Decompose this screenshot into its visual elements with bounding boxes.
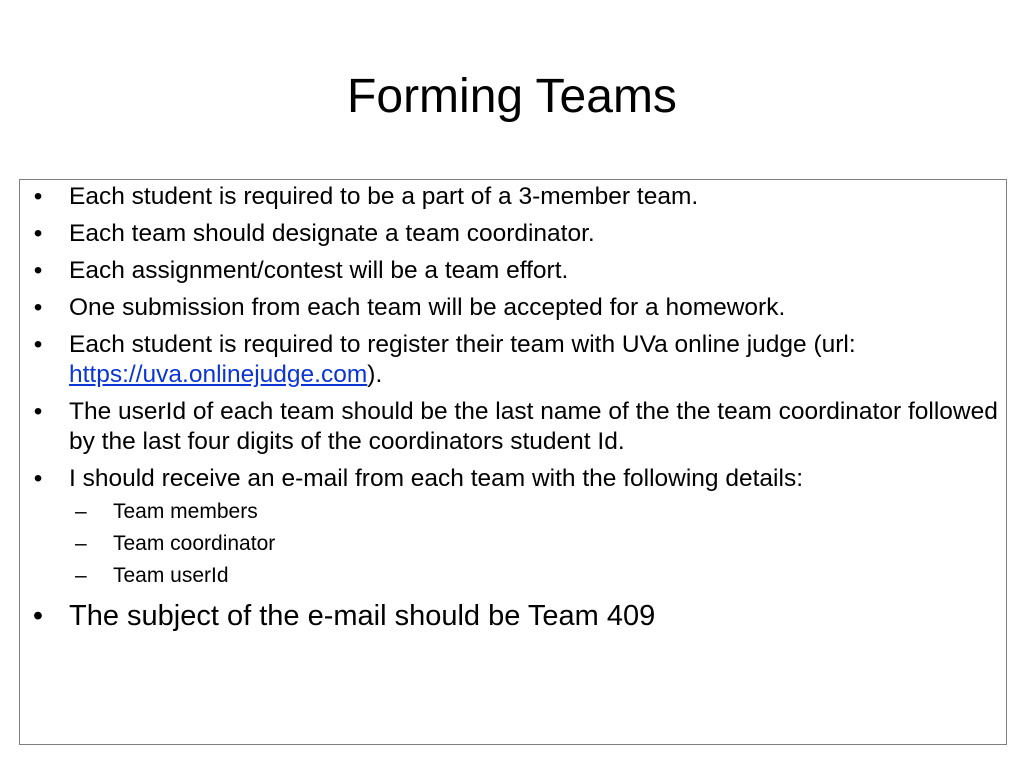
bullet-item <box>20 397 1006 457</box>
bullet-text: One submission from each team will be accepted for a homework. <box>69 294 786 321</box>
bullet-item <box>20 293 1006 323</box>
sub-bullet-item <box>69 529 1000 558</box>
content-placeholder <box>19 179 1007 745</box>
bullet-text: Each team should designate a team coordinator. <box>69 220 595 247</box>
sub-bullet-text: Team coordinator <box>113 532 276 555</box>
bullet-text-after: ). <box>367 361 383 388</box>
bullet-icon: • <box>33 331 43 358</box>
bullet-icon: • <box>33 398 43 425</box>
bullet-item <box>20 597 1006 635</box>
bullet-text: I should receive an e-mail from each team with the following details: <box>69 465 803 492</box>
uva-judge-link[interactable]: https://uva.onlinejudge.com <box>69 361 368 388</box>
bullet-item <box>20 219 1006 249</box>
bullet-icon: • <box>33 257 43 284</box>
sub-bullet-list <box>69 497 1000 590</box>
slide-title: Forming Teams <box>347 70 677 123</box>
sub-bullet-item <box>69 561 1000 590</box>
bullet-item <box>20 330 1006 390</box>
bullet-text: The subject of the e-mail should be Team 409 <box>69 600 656 632</box>
bullet-icon: • <box>33 220 43 247</box>
bullet-icon: • <box>33 294 43 321</box>
bullet-item <box>20 256 1006 286</box>
sub-bullet-text: Team members <box>113 500 258 523</box>
bullet-item <box>20 464 1006 590</box>
bullet-icon: • <box>33 183 43 210</box>
bullet-text: Each assignment/contest will be a team effort. <box>69 257 569 284</box>
bullet-list <box>20 182 1006 642</box>
sub-bullet-text: Team userId <box>113 564 229 587</box>
bullet-text: The userId of each team should be the last name of the the team coordinator followed by the last four digits of the coordinators student Id. <box>69 398 998 455</box>
bullet-icon: • <box>33 465 43 492</box>
bullet-text: Each student is required to be a part of a 3-member team. <box>69 183 699 210</box>
bullet-icon: • <box>32 600 44 632</box>
bullet-text-before: Each student is required to register their team with UVa online judge (url: <box>69 331 856 358</box>
dash-icon: – <box>75 532 87 555</box>
dash-icon: – <box>75 500 87 523</box>
dash-icon: – <box>75 564 87 587</box>
bullet-item <box>20 182 1006 212</box>
sub-bullet-item <box>69 497 1000 526</box>
